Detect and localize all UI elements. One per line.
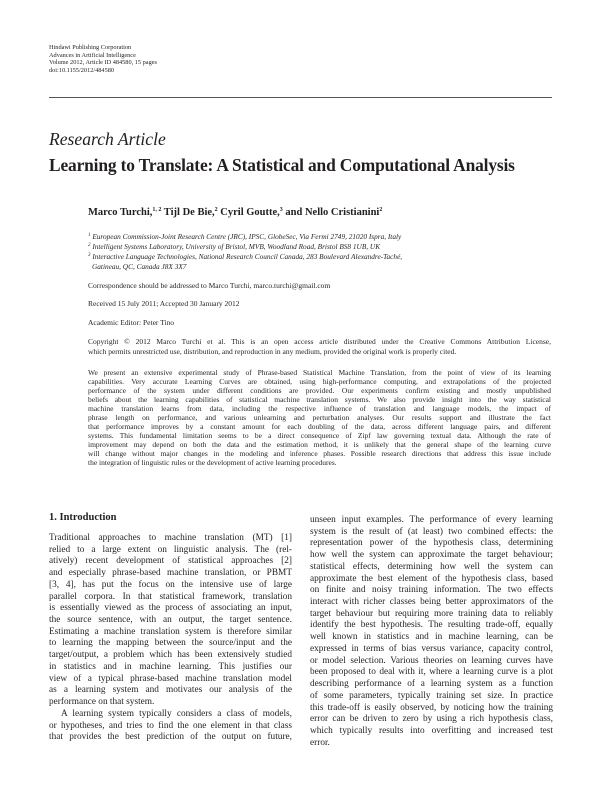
body-text-line: that provides the best prediction of the output on future, bbox=[49, 732, 292, 743]
body-text-line: target/output, a problem which has been extensively studied bbox=[49, 650, 292, 661]
body-text-line: [3, 4], has put the focus on the intensive use of large bbox=[49, 579, 292, 590]
header-divider bbox=[49, 97, 552, 98]
author-name: Marco Turchi, bbox=[88, 207, 153, 218]
body-text-line: representation power of the hypothesis class, determining bbox=[310, 538, 553, 549]
publisher-name: Hindawi Publishing Corporation bbox=[49, 44, 132, 51]
abstract-line: capabilities. Very accurate Learning Curves are obtained, using high-performance computing, and extrapolations of the projected bbox=[88, 377, 551, 387]
author-affiliation-ref: 2 bbox=[214, 207, 218, 213]
author-list bbox=[88, 207, 382, 218]
affiliation-item: $^1$ European Commission-Joint Research Centre (JRC), IPSC, GlobeSec, Via Fermi 2749, 21020 Ispra, Italy bbox=[88, 232, 402, 241]
abstract bbox=[88, 368, 551, 468]
body-text-line: the source sentence, with an output, the target sentence. bbox=[49, 615, 292, 626]
abstract-line: beliefs about the learning capabilities of statistical machine translation systems. We also provide insight into the way statistical bbox=[88, 395, 551, 405]
body-text-line: been proposed to deal with it, where a learning curve is a plot bbox=[310, 667, 553, 678]
abstract-line: improvement may depend on both the data and the estimation method, it is unlikely that the general shape of the learning curve bbox=[88, 440, 551, 450]
body-text-line: Estimating a machine translation system is therefore similar bbox=[49, 626, 292, 637]
author-affiliation-ref: 3 bbox=[279, 207, 283, 213]
article-title: Learning to Translate: A Statistical and Computational Analysis bbox=[49, 155, 515, 175]
received-accepted-dates: Received 15 July 2011; Accepted 30 January 2012 bbox=[88, 299, 240, 308]
body-text-line: how well the system can approximate the target behaviour; bbox=[310, 550, 553, 561]
body-text-line: expressed in terms of bias versus variance, capacity control, bbox=[310, 643, 553, 654]
journal-header bbox=[49, 44, 157, 74]
body-text-line: A learning system typically considers a class of models, bbox=[61, 708, 292, 719]
body-text-line: on finite and noisy training information. The two effects bbox=[310, 585, 553, 596]
body-text-line: error. bbox=[310, 737, 330, 748]
affiliation-continuation: Gatineau, QC, Canada J8X 3X7 bbox=[92, 261, 187, 271]
abstract-line: performance of the system under different conditions are provided. Our experiments confirm existing and mostly unpublished bbox=[88, 386, 551, 396]
intro-left-column bbox=[49, 533, 292, 744]
body-text-line: of some parameters, typically training set size. In practice bbox=[310, 690, 553, 701]
body-text-line: this trade-off is easily observed, by noticing how the training bbox=[310, 702, 553, 713]
article-type-label: Research Article bbox=[49, 129, 166, 149]
copyright-line: Copyright © 2012 Marco Turchi et al. This is an open access article distributed under the Creative Commons Attribution License, bbox=[88, 337, 551, 346]
academic-editor: Academic Editor: Peter Tino bbox=[88, 318, 175, 327]
correspondence-line: Correspondence should be addressed to Marco Turchi, marco.turchi@gmail.com bbox=[88, 281, 331, 290]
body-text-line: view of a typical phrase-based machine translation model bbox=[49, 673, 292, 684]
affiliation-item: $^3$ Interactive Language Technologies, National Research Council Canada, 283 Boulevard Alexandre-Taché, bbox=[88, 252, 403, 262]
intro-right-column bbox=[310, 515, 553, 749]
body-text-line: as a learning system and motivates our analysis of the bbox=[49, 685, 292, 696]
body-text-line: Traditional approaches to machine translation (MT) [1] bbox=[49, 533, 292, 543]
copyright-notice bbox=[88, 337, 551, 357]
body-text-line: or hypotheses, and tries to find the one element in that class bbox=[49, 720, 292, 731]
body-text-line: atively) recent development of statistical approaches [2] bbox=[49, 556, 292, 567]
body-text-line: statistical effects, determining how well the system can bbox=[310, 561, 553, 572]
body-text-line: approximate the best element of the hypothesis class, based bbox=[310, 573, 553, 584]
abstract-line: the integration of linguistic rules or the development of active learning procedures. bbox=[88, 458, 337, 468]
author-name: Tijl De Bie, bbox=[161, 207, 215, 218]
section-heading-introduction: 1. Introduction bbox=[49, 512, 117, 523]
body-text-line: relied to a large extent on linguistic analysis. The (rel- bbox=[49, 544, 292, 555]
volume-info: Volume 2012, Article ID 484580, 15 pages bbox=[49, 59, 157, 67]
body-text-line: and especially phrase-based machine translation, or PBMT bbox=[49, 568, 292, 579]
body-text-line: is essentially viewed as the process of associating an input, bbox=[49, 603, 292, 614]
body-text-line: describing performance of a learning system as a function bbox=[310, 679, 553, 690]
body-text-line: unseen input examples. The performance of every learning bbox=[310, 515, 553, 525]
author-affiliation-ref: 1, 2 bbox=[152, 207, 162, 213]
body-text-line: performance on that system. bbox=[49, 697, 155, 708]
body-text-line: system is the result of (at least) two combined effects: the bbox=[310, 526, 553, 537]
body-text-line: identify the best hypothesis. The resulting trade-off, equally bbox=[310, 620, 553, 631]
journal-name: Advances in Artificial Intelligence bbox=[49, 51, 136, 59]
abstract-line: machine translation learns from data, including the respective influence of translation and language models, the impact of bbox=[88, 404, 551, 414]
abstract-line: will change without major changes in the modeling and inference phases. Possible research directions that address this issue include bbox=[88, 449, 551, 459]
body-text-line: to learning the mapping between the source/input and the bbox=[49, 638, 292, 649]
abstract-line: We present an extensive experimental study of Phrase-based Statistical Machine Translation, from the point of view of its learning bbox=[88, 368, 551, 377]
copyright-line: which permits unrestricted use, distribution, and reproduction in any medium, provided the original work is properly cited. bbox=[88, 347, 457, 357]
body-text-line: well known in statistics and in machine learning, can be bbox=[310, 632, 553, 643]
body-text-line: in statistics and in machine learning. This justifies our bbox=[49, 661, 292, 672]
body-text-line: target behaviour but requiring more training data to reliably bbox=[310, 608, 553, 619]
body-text-line: or model selection. Various theories on learning curves have bbox=[310, 655, 553, 666]
author-name: and Nello Cristianini bbox=[282, 207, 380, 218]
abstract-line: phrase length on performance, and various unlearning and perturbation analyses. Our results support and illustrate the fact bbox=[88, 413, 551, 423]
affiliation-list bbox=[88, 231, 508, 271]
body-text-line: which typically results into overfitting and increased test bbox=[310, 725, 553, 736]
affiliation-item: $^2$ Intelligent Systems Laboratory, University of Bristol, MVB, Woodland Road, Bristol BS8 1UB, UK bbox=[88, 242, 381, 252]
body-text-line: interact with richer classes being better approximators of the bbox=[310, 597, 553, 608]
body-text-line: parallel corpora. In that statistical framework, translation bbox=[49, 591, 292, 602]
author-affiliation-ref: 2 bbox=[379, 207, 383, 213]
author-name: Cyril Goutte, bbox=[217, 207, 280, 218]
abstract-line: that performance improves by a constant amount for each doubling of the data, across different language pairs, and different bbox=[88, 422, 551, 432]
body-text-line: error can be driven to zero by using a rich hypothesis class, bbox=[310, 714, 553, 725]
abstract-line: systems. This fundamental limitation seems to be a direct consequence of Zipf law governing textual data. Although the rate of bbox=[88, 431, 551, 441]
doi[interactable]: doi:10.1155/2012/484580 bbox=[49, 66, 115, 74]
